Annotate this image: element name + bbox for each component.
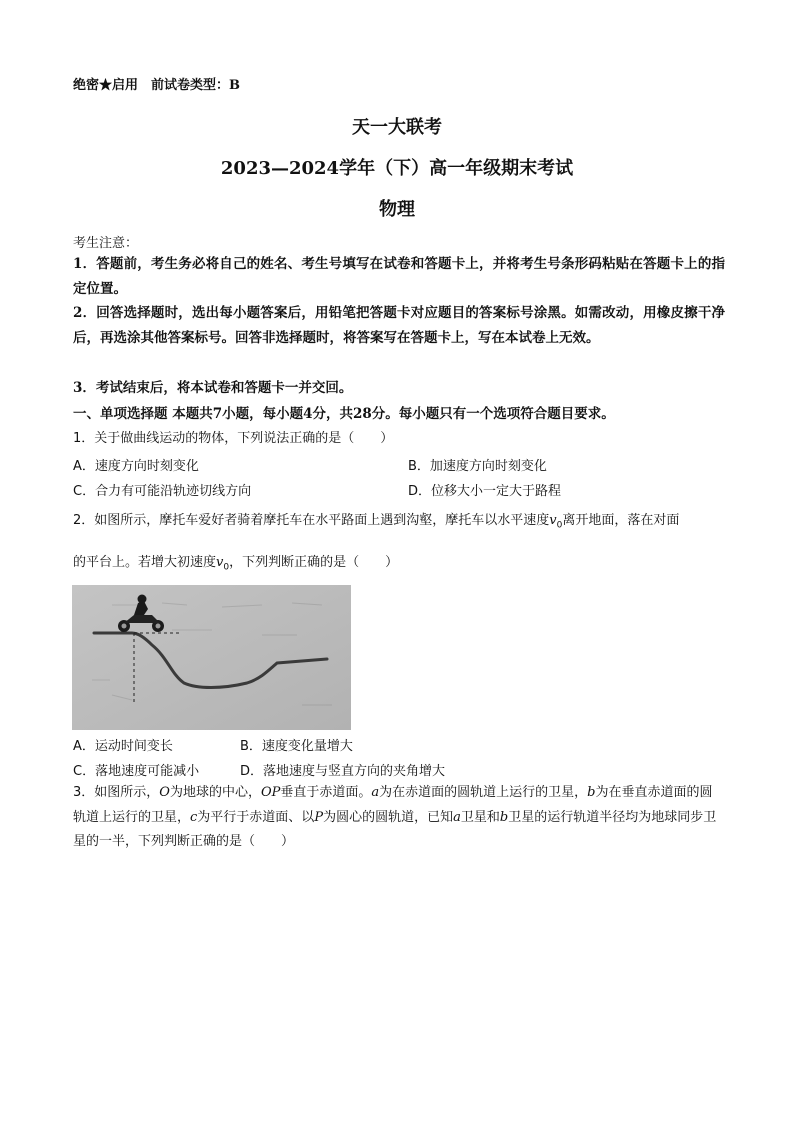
question-1-stem: 1．关于做曲线运动的物体，下列说法正确的是（ ） [73, 431, 394, 446]
notice-item-3: 3．考试结束后，将本试卷和答题卡一并交回。 [73, 380, 353, 396]
figure-drawing [72, 585, 351, 730]
question-2-option-c: C．落地速度可能减小 [73, 764, 200, 779]
q3-symbol-a-2: a [453, 809, 461, 825]
velocity-symbol-2: v [216, 555, 224, 570]
question-2-stem-line-2 [73, 551, 725, 580]
motorcycle-ravine-figure [72, 585, 351, 730]
q3-symbol-c: c [190, 809, 198, 825]
q3-text-8: 卫星和 [460, 809, 500, 825]
question-2-stem-line-1 [73, 509, 725, 538]
section-heading: 一、单项选择题 本题共7小题，每小题4分，共28分。每小题只有一个选项符合题目要求。 [73, 406, 615, 422]
question-3-stem [73, 781, 725, 855]
velocity-subscript: 0 [556, 520, 563, 531]
q3-text-6: 为平行于赤道面、以 [197, 809, 315, 825]
q2-text-3: 的平台上。若增大初速度 [73, 555, 217, 570]
q3-text-9: 卫星的运行轨道半径均为地球同步卫星的一半，下列判断正确的是（ ） [73, 809, 717, 849]
q3-text-4: 为在赤道面的圆轨道上运行的卫星， [379, 785, 588, 800]
q3-symbol-o: O [159, 785, 170, 800]
q3-text-2: 为地球的中心， [169, 785, 261, 800]
velocity-subscript-2: 0 [223, 562, 230, 573]
q3-text-7: 为圆心的圆轨道，已知 [323, 809, 454, 825]
q2-text-2: 离开地面，落在对面 [562, 513, 680, 528]
q2-text-1: 2．如图所示，摩托车爱好者骑着摩托车在水平路面上遇到沟壑，摩托车以水平速度 [73, 513, 550, 528]
q2-text-4: ，下列判断正确的是（ ） [229, 555, 399, 570]
q3-text-5: 为在垂直赤道面的圆轨道上运行的卫星， [73, 785, 713, 825]
confidential-mark: 绝密★启用 前试卷类型：B [73, 78, 240, 93]
notice-item-1: 1．答题前，考生务必将自己的姓名、考生号填写在试卷和答题卡上，并将考生号条形码粘贴在答题卡上的指定位置。 [73, 256, 725, 297]
exam-organizer: 天一大联考 [352, 117, 442, 138]
notice-heading: 考生注意： [73, 236, 139, 251]
q3-symbol-b: b [587, 785, 596, 800]
question-2-option-a: A．运动时间变长 [73, 739, 173, 754]
q3-symbol-a: a [371, 785, 380, 800]
question-2-option-b: B．速度变化量增大 [240, 739, 353, 754]
exam-title: 2023—2024学年（下）高一年级期末考试 [220, 158, 574, 179]
question-1-option-c: C．合力有可能沿轨迹切线方向 [73, 484, 252, 499]
q3-text-3: 垂直于赤道面。 [280, 785, 372, 800]
question-1-option-a: A．速度方向时刻变化 [73, 459, 199, 474]
question-1-option-d: D．位移大小一定大于路程 [408, 484, 562, 499]
velocity-symbol: v [549, 513, 557, 528]
q3-symbol-p: P [314, 809, 324, 825]
question-1-option-b: B．加速度方向时刻变化 [408, 459, 547, 474]
notice-item-2: 2．回答选择题时，选出每小题答案后，用铅笔把答题卡对应题目的答案标号涂黑。如需改动，用橡皮擦干净后，再选涂其他答案标号。回答非选择题时，将答案写在答题卡上，写在本试卷上无效。 [73, 305, 725, 346]
q3-symbol-b-2: b [499, 809, 509, 825]
subject-title: 物理 [379, 199, 415, 220]
q3-symbol-op: OP [260, 785, 281, 800]
question-2-option-d: D．落地速度与竖直方向的夹角增大 [240, 764, 446, 779]
q3-text-1: 3．如图所示， [73, 785, 160, 800]
